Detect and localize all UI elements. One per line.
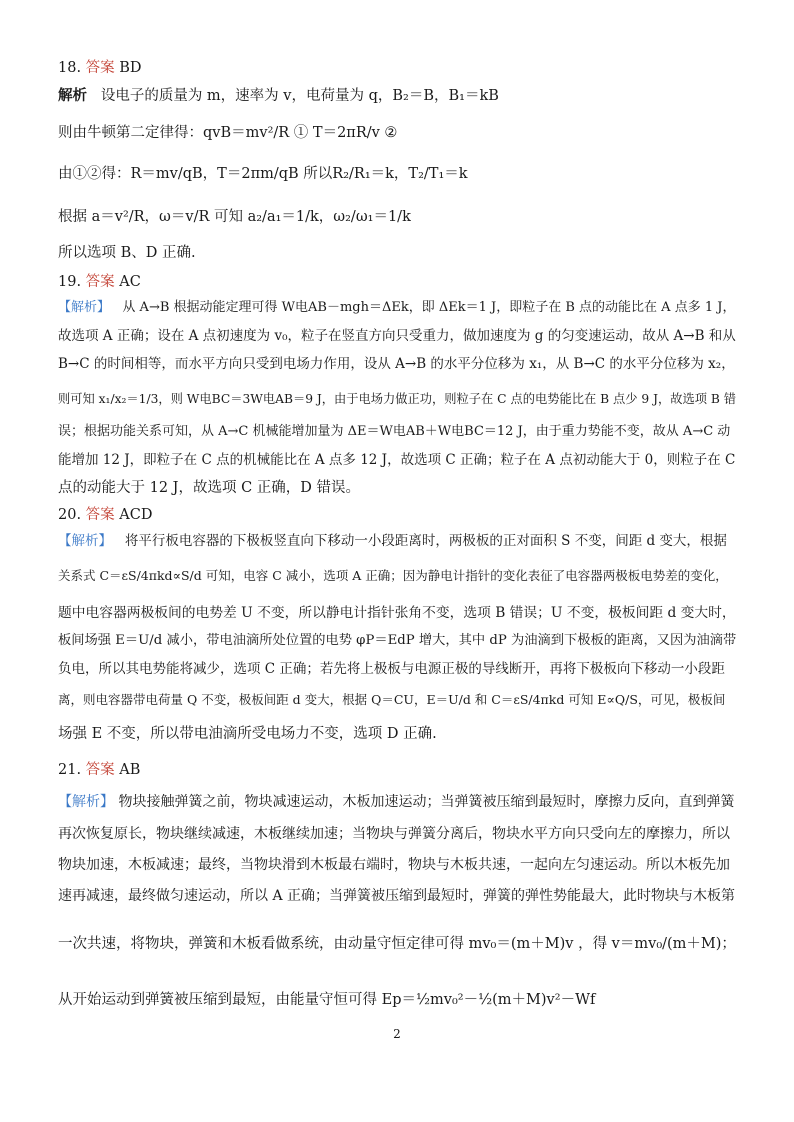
q21-number: 21. [58, 762, 82, 778]
q19-line: 从 A→B 根据动能定理可得 W电AB－mgh＝ΔEk，即 ΔEk＝1 J，即粒子在 B 点的动能比在 A 点多 1 J， [122, 300, 736, 315]
q20-line-1-row [58, 531, 736, 551]
q19-line-1-row [58, 298, 736, 318]
q18-analysis-label: 解析 [58, 87, 87, 104]
q20-line: 板间场强 E＝U/d 减小，带电油滴所处位置的电势 φP＝EdP 增大，其中 dP 为油滴到下极板的距离，又因为油滴带 [58, 633, 737, 648]
q19-analysis-label: 【解析】 [58, 300, 111, 315]
q21-line: 物块接触弹簧之前，物块减速运动，木板加速运动；当弹簧被压缩到最短时，摩擦力反向，直到弹簧 [118, 794, 735, 810]
q19-line: 点的动能大于 12 J，故选项 C 正确，D 错误。 [58, 480, 361, 496]
q18-line: 则由牛顿第二定律得：qvB＝mv²/R ① T＝2πR/v ② [58, 125, 398, 141]
q20-answer-label: 答案 [85, 507, 115, 523]
q19-answer-label: 答案 [85, 274, 115, 290]
q19-line: B→C 的时间相等，而水平方向只受到电场力作用，设从 A→B 的水平分位移为 x₁，从 B→C 的水平分位移为 x₂， [58, 356, 735, 372]
q21-analysis-label: 【解析】 [58, 794, 114, 810]
q20-line: 关系式 C＝εS/4πkd∝S/d 可知，电容 C 减小，选项 A 正确；因为静电计指针的变化表征了电容器两极板电势差的变化， [58, 568, 728, 583]
q21-header [58, 760, 736, 780]
q19-header [58, 272, 736, 292]
q19-number: 19. [58, 274, 82, 290]
q18-answer: BD [119, 60, 142, 76]
q18-line: 由①②得：R＝mv/qB，T＝2πm/qB 所以R₂/R₁＝k，T₂/T₁＝k [58, 166, 468, 182]
q21-line-1-row [58, 792, 736, 812]
q18-answer-label: 答案 [85, 60, 115, 76]
q18-line-1-row [58, 86, 736, 106]
q18-line: 所以选项 B、D 正确. [58, 245, 196, 261]
q21-line: 物块加速，木板减速；最终，当物块滑到木板最右端时，物块与木板共速，一起向左匀速运动。所以木板先加 [58, 857, 730, 873]
q18-line: 设电子的质量为 m，速率为 v，电荷量为 q，B₂＝B，B₁＝kB [100, 88, 499, 104]
q21-line: 速再减速，最终做匀速运动，所以 A 正确；当弹簧被压缩到最短时，弹簧的弹性势能最大，此时物块与木板第 [58, 888, 736, 904]
q20-analysis-label: 【解析】 [58, 533, 112, 549]
q20-answer: ACD [119, 507, 153, 523]
q19-line: 误；根据功能关系可知，从 A→C 机械能增加量为 ΔE＝W电AB＋W电BC＝12 J，由于重力势能不变，故从 A→C 动 [58, 424, 731, 439]
q21-line: 再次恢复原长，物块继续减速，木板继续加速；当物块与弹簧分离后，物块水平方向只受向左的摩擦力，所以 [58, 826, 730, 842]
q18-header [58, 58, 736, 78]
q18-number: 18. [58, 60, 82, 76]
page-number: 2 [393, 1027, 401, 1041]
q21-answer: AB [119, 762, 141, 778]
q21-line: 从开始运动到弹簧被压缩到最短，由能量守恒可得 Ep＝½mv₀²－½(m＋M)v²－Wf [58, 992, 596, 1008]
q19-line: 能增加 12 J，即粒子在 C 点的机械能比在 A 点多 12 J，故选项 C 正确；粒子在 A 点初动能大于 0，则粒子在 C [58, 452, 736, 468]
q19-answer: AC [119, 274, 141, 290]
q18-line: 根据 a＝v²/R，ω＝v/R 可知 a₂/a₁＝1/k，ω₂/ω₁＝1/k [58, 209, 411, 225]
q20-number: 20. [58, 507, 82, 523]
q20-line: 场强 E 不变，所以带电油滴所受电场力不变，选项 D 正确. [58, 726, 437, 742]
q20-line: 题中电容器两极板间的电势差 U 不变，所以静电计指针张角不变，选项 B 错误；U 不变，极板间距 d 变大时， [58, 605, 736, 621]
q20-line: 离，则电容器带电荷量 Q 不变，极板间距 d 变大，根据 Q＝CU，E＝U/d 和 C＝εS/4πkd 可知 E∝Q/S，可见，极板间 [58, 692, 726, 707]
q20-header [58, 505, 736, 525]
q21-line: 一次共速，将物块，弹簧和木板看做系统，由动量守恒定律可得 mv₀＝(m＋M)v ，得 v＝mv₀/(m＋M)； [58, 936, 736, 952]
q21-answer-label: 答案 [85, 762, 115, 778]
q19-line: 故选项 A 正确；设在 A 点初速度为 v₀，粒子在竖直方向只受重力，做加速度为 g 的匀变速运动，故从 A→B 和从 [58, 328, 736, 344]
q20-line: 负电，所以其电势能将减少，选项 C 正确；若先将上极板与电源正极的导线断开，再将下极板向下移动一小段距 [58, 661, 725, 677]
q19-line: 则可知 x₁/x₂＝1/3，则 W电BC＝3W电AB＝9 J，由于电场力做正功，则粒子在 C 点的电势能比在 B 点少 9 J，故选项 B 错 [58, 392, 737, 406]
q20-line: 将平行板电容器的下极板竖直向下移动一小段距离时，两极板的正对面积 S 不变，间距 d 变大，根据 [124, 533, 727, 549]
